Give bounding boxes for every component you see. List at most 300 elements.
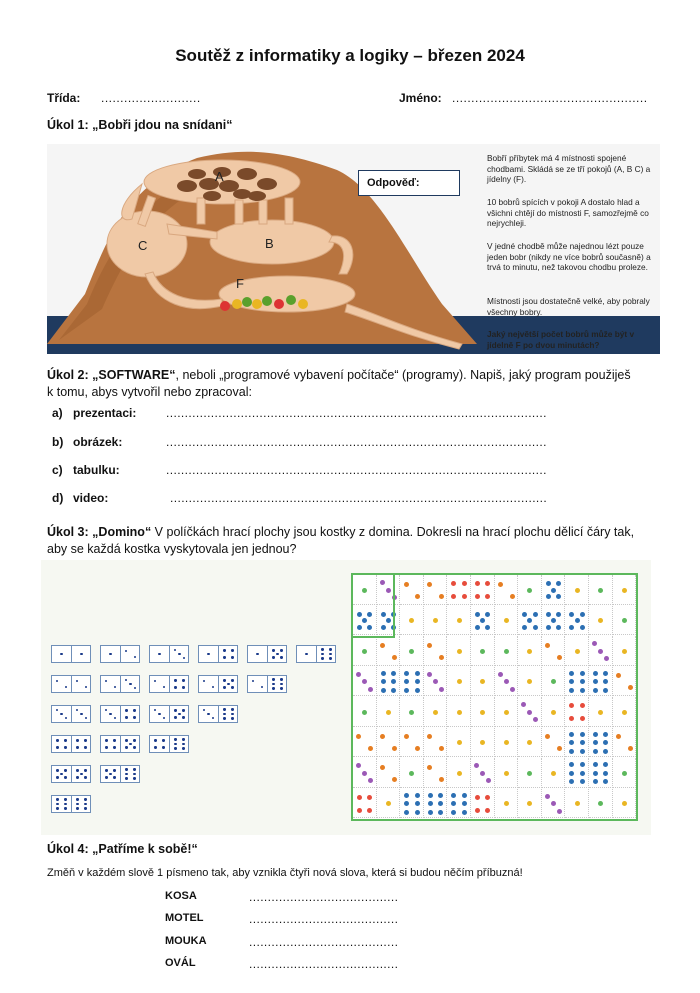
board-pip xyxy=(415,594,420,599)
board-cell[interactable] xyxy=(518,667,542,697)
board-cell[interactable] xyxy=(353,575,377,605)
domino-pip xyxy=(105,680,107,682)
board-pip xyxy=(603,740,608,745)
board-cell[interactable] xyxy=(471,728,495,758)
board-pip xyxy=(510,687,515,692)
name-field[interactable]: ................................................... xyxy=(452,91,648,105)
board-cell[interactable] xyxy=(565,758,589,788)
board-cell[interactable] xyxy=(518,636,542,666)
board-pip xyxy=(569,671,574,676)
task1-title: „Bobři jdou na snídani“ xyxy=(92,118,233,132)
software-answer-d[interactable]: ..................................................................................................... xyxy=(170,491,548,505)
domino-pip xyxy=(56,746,58,748)
domino-pip xyxy=(84,803,86,805)
board-cell[interactable] xyxy=(495,575,519,605)
board-cell[interactable] xyxy=(612,728,636,758)
board-pip xyxy=(480,740,485,745)
board-pip xyxy=(480,710,485,715)
board-pip xyxy=(380,643,385,648)
domino-piece xyxy=(100,765,140,783)
board-cell[interactable] xyxy=(353,728,377,758)
domino-piece xyxy=(296,645,336,663)
domino-pip xyxy=(321,648,323,650)
board-cell[interactable] xyxy=(612,575,636,605)
domino-piece xyxy=(198,675,238,693)
board-cell[interactable] xyxy=(589,575,613,605)
board-cell[interactable] xyxy=(400,606,424,636)
domino-piece xyxy=(51,675,91,693)
page-title: Soutěž z informatiky a logiky – březen 2024 xyxy=(175,46,525,65)
board-pip xyxy=(357,612,362,617)
domino-pip xyxy=(76,680,78,682)
board-pip xyxy=(368,687,373,692)
board-cell[interactable] xyxy=(447,728,471,758)
domino-piece xyxy=(149,645,189,663)
board-cell[interactable] xyxy=(589,606,613,636)
board-pip xyxy=(498,672,503,677)
board-cell[interactable] xyxy=(447,606,471,636)
board-pip xyxy=(427,765,432,770)
domino-pip xyxy=(56,776,58,778)
domino-pip xyxy=(183,657,185,659)
board-cell[interactable] xyxy=(542,758,566,788)
board-cell[interactable] xyxy=(589,728,613,758)
domino-pip xyxy=(133,768,135,770)
board-pip xyxy=(475,808,480,813)
domino-half xyxy=(248,646,268,662)
board-cell[interactable] xyxy=(471,667,495,697)
board-pip xyxy=(415,793,420,798)
board-cell[interactable] xyxy=(447,789,471,819)
board-cell[interactable] xyxy=(565,697,589,727)
domino-pip xyxy=(256,653,258,655)
board-pip xyxy=(380,734,385,739)
board-cell[interactable] xyxy=(565,606,589,636)
board-pip xyxy=(485,625,490,630)
domino-half xyxy=(121,736,140,752)
board-pip xyxy=(504,618,509,623)
board-cell[interactable] xyxy=(424,575,448,605)
board-pip xyxy=(439,655,444,660)
domino-half xyxy=(170,676,189,692)
domino-half xyxy=(52,736,72,752)
word-answer-1[interactable]: ........................................ xyxy=(249,890,399,904)
board-pip xyxy=(622,618,627,623)
board-pip xyxy=(381,679,386,684)
domino-pip xyxy=(158,713,160,715)
board-cell[interactable] xyxy=(377,636,401,666)
board-cell[interactable] xyxy=(518,758,542,788)
board-cell[interactable] xyxy=(353,697,377,727)
board-pip xyxy=(485,594,490,599)
domino-pip xyxy=(174,743,176,745)
board-pip xyxy=(504,740,509,745)
board-pip xyxy=(368,746,373,751)
domino-half xyxy=(101,736,121,752)
board-cell[interactable] xyxy=(377,697,401,727)
board-cell[interactable] xyxy=(612,789,636,819)
board-cell[interactable] xyxy=(542,789,566,819)
board-pip xyxy=(462,581,467,586)
board-cell[interactable] xyxy=(377,789,401,819)
domino-pip xyxy=(84,798,86,800)
domino-pip xyxy=(182,738,184,740)
domino-pip xyxy=(56,680,58,682)
domino-pip xyxy=(227,683,229,685)
domino-pip xyxy=(125,777,127,779)
word-answer-3[interactable]: ........................................ xyxy=(249,935,399,949)
room-label-f: F xyxy=(236,276,244,291)
domino-pip xyxy=(212,686,214,688)
board-pip xyxy=(451,594,456,599)
board-pip xyxy=(451,810,456,815)
board-cell[interactable] xyxy=(424,758,448,788)
word-1: KOSA xyxy=(165,890,197,902)
domino-half xyxy=(268,676,287,692)
domino-pip xyxy=(223,649,225,651)
domino-pip xyxy=(109,713,111,715)
domino-pip xyxy=(231,679,233,681)
board-pip xyxy=(628,685,633,690)
task4-heading xyxy=(47,842,198,856)
board-cell[interactable] xyxy=(400,758,424,788)
task2-intro xyxy=(47,367,667,401)
domino-pip xyxy=(64,798,66,800)
board-cell[interactable] xyxy=(447,697,471,727)
board-cell[interactable] xyxy=(424,789,448,819)
domino-piece xyxy=(100,735,140,753)
domino-pip xyxy=(231,686,233,688)
board-cell[interactable] xyxy=(518,697,542,727)
board-cell[interactable] xyxy=(542,667,566,697)
board-cell[interactable] xyxy=(471,758,495,788)
software-answer-c[interactable]: ...................................................................................................... xyxy=(166,463,547,477)
board-pip xyxy=(551,801,556,806)
domino-pip xyxy=(64,803,66,805)
board-pip xyxy=(593,779,598,784)
domino-pip xyxy=(133,716,135,718)
board-cell[interactable] xyxy=(400,789,424,819)
board-pip xyxy=(603,749,608,754)
board-cell[interactable] xyxy=(424,606,448,636)
board-cell[interactable] xyxy=(447,575,471,605)
task3-label: Úkol 3: xyxy=(47,525,89,539)
board-cell[interactable] xyxy=(518,575,542,605)
board-cell[interactable] xyxy=(400,575,424,605)
board-pip xyxy=(527,649,532,654)
board-cell[interactable] xyxy=(353,667,377,697)
board-cell[interactable] xyxy=(589,636,613,666)
domino-pip xyxy=(129,683,131,685)
software-item-label-b: obrázek: xyxy=(73,435,123,449)
domino-pip xyxy=(133,709,135,711)
board-pip xyxy=(604,656,609,661)
task3-line1: V políčkách hrací plochy jsou kostky z domina. Dokresli na hrací plochu dělicí čáry tak, xyxy=(151,525,635,539)
board-pip xyxy=(475,581,480,586)
board-cell[interactable] xyxy=(495,789,519,819)
domino-pip xyxy=(125,746,127,748)
board-cell[interactable] xyxy=(447,636,471,666)
domino-half xyxy=(219,676,238,692)
board-pip xyxy=(504,679,509,684)
board-pip xyxy=(391,688,396,693)
domino-piece xyxy=(51,735,91,753)
board-pip xyxy=(569,612,574,617)
software-answer-a[interactable]: ...................................................................................................... xyxy=(166,406,547,420)
board-cell[interactable] xyxy=(377,728,401,758)
board-cell[interactable] xyxy=(542,575,566,605)
board-pip xyxy=(551,618,556,623)
board-cell[interactable] xyxy=(353,758,377,788)
task1-question: Jaký největší počet bobrů může být v jídelně F po dvou minutách? xyxy=(487,329,635,350)
board-pip xyxy=(504,801,509,806)
board-cell[interactable] xyxy=(542,636,566,666)
board-cell[interactable] xyxy=(612,606,636,636)
domino-pip xyxy=(113,746,115,748)
word-answer-2[interactable]: ........................................ xyxy=(249,912,399,926)
board-pip xyxy=(557,809,562,814)
board-cell[interactable] xyxy=(495,606,519,636)
board-cell[interactable] xyxy=(495,697,519,727)
board-cell[interactable] xyxy=(471,606,495,636)
board-cell[interactable] xyxy=(353,606,377,636)
board-pip xyxy=(603,732,608,737)
board-cell[interactable] xyxy=(612,636,636,666)
board-pip xyxy=(439,687,444,692)
board-pip xyxy=(362,679,367,684)
board-pip xyxy=(603,688,608,693)
board-pip xyxy=(575,618,580,623)
board-cell[interactable] xyxy=(377,758,401,788)
board-pip xyxy=(391,671,396,676)
board-pip xyxy=(575,801,580,806)
board-cell[interactable] xyxy=(471,789,495,819)
board-cell[interactable] xyxy=(542,728,566,758)
board-pip xyxy=(409,649,414,654)
board-cell[interactable] xyxy=(471,636,495,666)
domino-pip xyxy=(84,769,86,771)
domino-half xyxy=(150,646,170,662)
board-cell[interactable] xyxy=(353,636,377,666)
software-item-label-d: video: xyxy=(73,491,109,505)
domino-pip xyxy=(223,679,225,681)
board-cell[interactable] xyxy=(565,789,589,819)
domino-half xyxy=(72,736,91,752)
board-cell[interactable] xyxy=(424,697,448,727)
board-cell[interactable] xyxy=(447,758,471,788)
domino-pip xyxy=(114,717,116,719)
board-cell[interactable] xyxy=(589,758,613,788)
domino-pip xyxy=(203,709,205,711)
domino-board[interactable] xyxy=(351,573,638,821)
domino-pip xyxy=(207,653,209,655)
task4-title: „Patříme k sobě!“ xyxy=(92,842,198,856)
board-cell[interactable] xyxy=(400,636,424,666)
domino-pip xyxy=(162,739,164,741)
board-pip xyxy=(580,716,585,721)
domino-pip xyxy=(154,680,156,682)
board-cell[interactable] xyxy=(495,636,519,666)
domino-half xyxy=(52,796,72,812)
software-item-label-a: prezentaci: xyxy=(73,406,137,420)
domino-pip xyxy=(105,769,107,771)
domino-pip xyxy=(64,769,66,771)
board-pip xyxy=(545,734,550,739)
board-pip xyxy=(415,671,420,676)
board-pip xyxy=(569,625,574,630)
board-pip xyxy=(598,710,603,715)
board-cell[interactable] xyxy=(400,728,424,758)
domino-pip xyxy=(223,686,225,688)
board-pip xyxy=(622,771,627,776)
board-cell[interactable] xyxy=(424,728,448,758)
board-cell[interactable] xyxy=(495,728,519,758)
domino-pip xyxy=(163,717,165,719)
board-pip xyxy=(551,679,556,684)
board-pip xyxy=(457,649,462,654)
domino-pip xyxy=(76,769,78,771)
board-pip xyxy=(569,749,574,754)
board-cell[interactable] xyxy=(612,697,636,727)
board-pip xyxy=(603,671,608,676)
domino-pip xyxy=(56,798,58,800)
board-pip xyxy=(386,588,391,593)
board-cell[interactable] xyxy=(518,728,542,758)
domino-piece xyxy=(198,645,238,663)
board-cell[interactable] xyxy=(400,667,424,697)
domino-pip xyxy=(223,656,225,658)
board-cell[interactable] xyxy=(353,789,377,819)
board-cell[interactable] xyxy=(424,667,448,697)
domino-pip xyxy=(125,768,127,770)
domino-pip xyxy=(223,717,225,719)
board-cell[interactable] xyxy=(471,575,495,605)
board-pip xyxy=(593,732,598,737)
board-pip xyxy=(356,763,361,768)
domino-pip xyxy=(76,709,78,711)
domino-half xyxy=(72,766,91,782)
task1-text-3: V jedné chodbě může najednou lézt pouze jeden bobr (nikdy ne více bobrů současně) a trvá to minutu, než takovou chodbu proleze. xyxy=(487,241,651,273)
domino-piece xyxy=(51,645,91,663)
domino-pip xyxy=(80,773,82,775)
domino-pip xyxy=(280,656,282,658)
domino-pip xyxy=(64,746,66,748)
board-cell[interactable] xyxy=(471,697,495,727)
board-cell[interactable] xyxy=(518,789,542,819)
domino-half xyxy=(199,676,219,692)
board-pip xyxy=(362,588,367,593)
board-cell[interactable] xyxy=(589,789,613,819)
board-cell[interactable] xyxy=(447,667,471,697)
board-cell[interactable] xyxy=(589,667,613,697)
domino-pip xyxy=(76,803,78,805)
domino-pip xyxy=(261,686,263,688)
board-cell[interactable] xyxy=(377,606,401,636)
domino-half xyxy=(101,766,121,782)
board-pip xyxy=(527,771,532,776)
domino-pip xyxy=(109,773,111,775)
board-cell[interactable] xyxy=(565,728,589,758)
domino-half xyxy=(101,706,121,722)
board-pip xyxy=(356,734,361,739)
board-cell[interactable] xyxy=(424,636,448,666)
domino-half xyxy=(101,676,121,692)
board-pip xyxy=(569,771,574,776)
class-field[interactable]: .......................... xyxy=(101,91,201,105)
board-pip xyxy=(556,581,561,586)
domino-pip xyxy=(133,746,135,748)
domino-pip xyxy=(203,680,205,682)
domino-pip xyxy=(174,679,176,681)
board-cell[interactable] xyxy=(495,758,519,788)
domino-pip xyxy=(272,678,274,680)
software-item-letter-b: b) xyxy=(52,435,64,449)
board-cell[interactable] xyxy=(589,697,613,727)
board-cell[interactable] xyxy=(612,667,636,697)
domino-pip xyxy=(174,716,176,718)
domino-pip xyxy=(64,776,66,778)
board-pip xyxy=(462,801,467,806)
domino-pip xyxy=(272,656,274,658)
board-cell[interactable] xyxy=(495,667,519,697)
board-cell[interactable] xyxy=(518,606,542,636)
board-cell[interactable] xyxy=(542,606,566,636)
board-pip xyxy=(486,778,491,783)
board-pip xyxy=(569,732,574,737)
board-pip xyxy=(404,810,409,815)
domino-pip xyxy=(84,746,86,748)
domino-half xyxy=(101,646,121,662)
domino-pip xyxy=(231,717,233,719)
board-pip xyxy=(457,618,462,623)
board-pip xyxy=(593,688,598,693)
answer-box[interactable] xyxy=(358,170,460,196)
domino-pip xyxy=(125,650,127,652)
board-cell[interactable] xyxy=(565,575,589,605)
board-cell[interactable] xyxy=(542,697,566,727)
board-pip xyxy=(475,594,480,599)
domino-pip xyxy=(174,747,176,749)
domino-half xyxy=(219,706,238,722)
board-pip xyxy=(580,688,585,693)
board-pip xyxy=(457,679,462,684)
board-pip xyxy=(580,771,585,776)
domino-half xyxy=(52,676,72,692)
word-answer-4[interactable]: ........................................ xyxy=(249,957,399,971)
domino-pip xyxy=(60,713,62,715)
board-cell[interactable] xyxy=(377,667,401,697)
board-cell[interactable] xyxy=(377,575,401,605)
board-pip xyxy=(546,625,551,630)
board-pip xyxy=(381,671,386,676)
task2-line1: , neboli „programové vybavení počítače“ (programy). Napiš, jaký program použiješ xyxy=(175,368,631,382)
software-answer-b[interactable]: ...................................................................................................... xyxy=(166,435,547,449)
board-pip xyxy=(480,679,485,684)
software-item-label-c: tabulku: xyxy=(73,463,120,477)
board-cell[interactable] xyxy=(612,758,636,788)
board-cell[interactable] xyxy=(565,636,589,666)
domino-pip xyxy=(272,687,274,689)
board-pip xyxy=(362,710,367,715)
board-pip xyxy=(485,581,490,586)
board-pip xyxy=(522,625,527,630)
board-pip xyxy=(533,717,538,722)
domino-pip xyxy=(84,807,86,809)
board-cell[interactable] xyxy=(400,697,424,727)
board-pip xyxy=(546,612,551,617)
board-cell[interactable] xyxy=(565,667,589,697)
board-pip xyxy=(593,762,598,767)
